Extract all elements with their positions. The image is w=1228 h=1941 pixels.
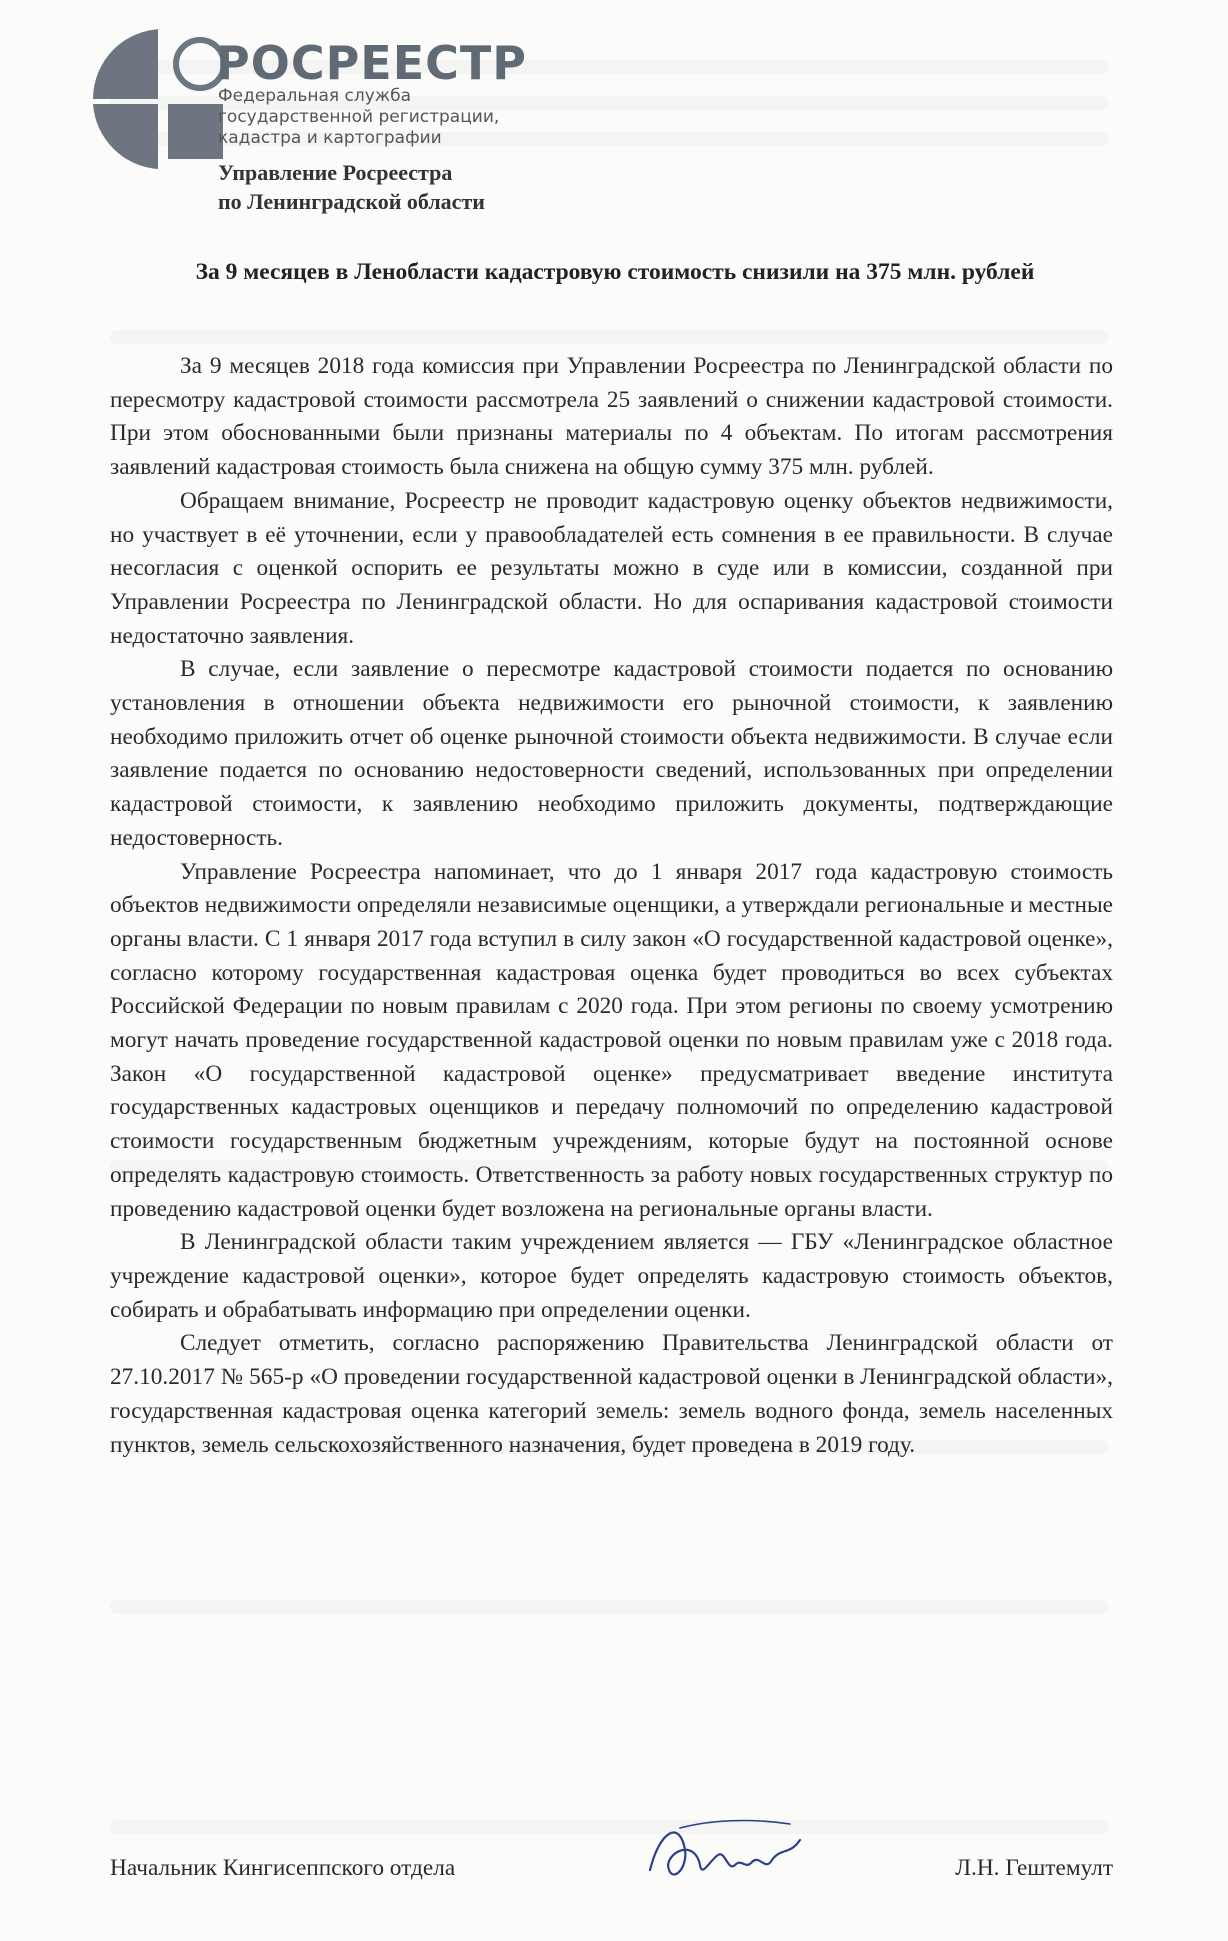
paragraph: Управление Росреестра напоминает, что до 1 января 2017 года кадастровую стоимость объектов недвижимости определяли независимые оценщики, а утверждали региональные и местные органы власти. С 1 января 2017 года вступил в силу закон «О государственной кадастровой оценке», согласно которому государственная кадастровая оценка будет проводиться во всех субъектах Российской Федерации по новым правилам с 2020 года. При этом регионы по своему усмотрению могут начать проведение государственной кадастровой оценки по новым правилам уже с 2018 года. Закон «О государственной кадастровой оценке» предусматривает введение института государственных кадастровых оценщиков и передачу полномочий по определению кадастровой стоимости государственным бюджетным учреждениям, которые будут на постоянной основе определять кадастровую стоимость. Ответственность за работу новых государственных структур по проведению кадастровой оценки будет возложена на региональные органы власти. [110, 858, 1113, 1222]
department-line: Управление Росреестра [218, 160, 453, 185]
signer-position: Начальник Кингисеппского отдела [110, 1855, 456, 1881]
agency-line: Федеральная служба [218, 86, 412, 106]
agency-line: государственной регистрации, [218, 107, 500, 127]
paragraph: В Ленинградской области таким учреждением является — ГБУ «Ленинградское областное учреждение кадастровой оценки», которое будет определять кадастровую стоимость объектов, собирать и обрабатывать информацию при определении оценки. [110, 1229, 1113, 1323]
handwritten-signature-icon [640, 1810, 810, 1900]
paragraph: Обращаем внимание, Росреестр не проводит кадастровую оценку объектов недвижимости, но участвует в её уточнении, если у правообладателей есть сомнения в ее правильности. В случае несогласия с оценкой оспорить ее результаты можно в суде или в комиссии, созданной при Управлении Росреестра по Ленинградской области. Но для оспаривания кадастровой стоимости недостаточно заявления. [110, 487, 1113, 649]
paragraph: В случае, если заявление о пересмотре кадастровой стоимости подается по основанию установления в отношении объекта недвижимости его рыночной стоимости, к заявлению необходимо приложить отчет об оценке рыночной стоимости объекта недвижимости. В случае если заявление подается по основанию недостоверности сведений, использованных при определении кадастровой стоимости, к заявлению необходимо приложить документы, подтверждающие недостоверность. [110, 656, 1113, 851]
paragraph: За 9 месяцев 2018 года комиссия при Управлении Росреестра по Ленинградской области по пересмотру кадастровой стоимости рассмотрела 25 заявлений о снижении кадастровой стоимости. При этом обоснованными были признаны материалы по 4 объектам. По итогам рассмотрения заявлений кадастровая стоимость была снижена на общую сумму 375 млн. рублей. [110, 353, 1113, 481]
header-logo-block [88, 24, 558, 224]
department-name [218, 158, 485, 216]
paragraph: Следует отметить, согласно распоряжению Правительства Ленинградской области от 27.10.2017 № 565-р «О проведении государственной кадастровой оценки в Ленинградской области», государственная кадастровая оценка категорий земель: земель водного фонда, земель населенных пунктов, земель сельскохозяйственного назначения, будет проведена в 2019 году. [110, 1330, 1113, 1458]
document-title: За 9 месяцев в Ленобласти кадастровую стоимость снизили на 375 млн. рублей [195, 259, 1035, 285]
brand-name: РОСРЕЕСТР [216, 36, 527, 90]
signer-name: Л.Н. Гештемулт [955, 1855, 1113, 1881]
document-body [110, 350, 1113, 1462]
agency-line: кадастра и картографии [218, 128, 442, 148]
department-line: по Ленинградской области [218, 189, 485, 214]
agency-name [218, 86, 499, 149]
